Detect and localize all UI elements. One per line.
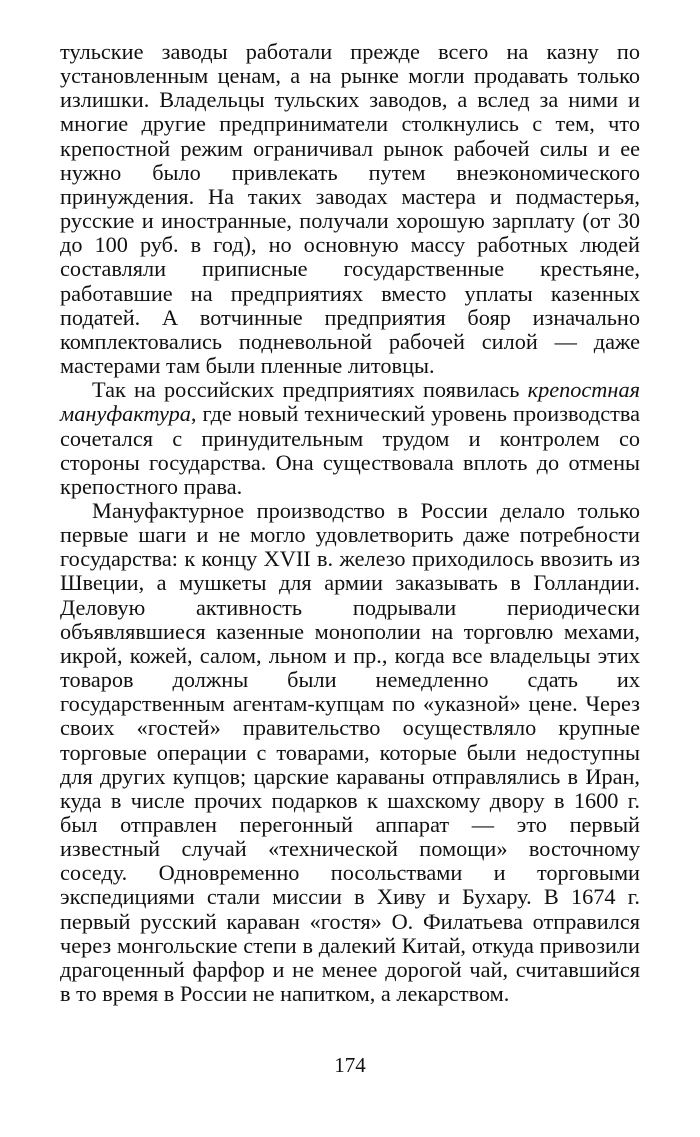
paragraph-2-italic-term: крепостная мануфактура — [60, 377, 640, 427]
paragraph-1 — [60, 40, 640, 378]
page-number: 174 — [334, 1053, 366, 1077]
paragraph-3-text: Мануфактурное производство в России делало только первые шаги и не могло удовлетворить даже потребности государства: к концу XVII в. железо приходилось ввозить из Швеции, а мушкеты для армии заказывать в Голландии. Деловую активность подрывали периодически объявлявшиеся казенные монополии на торговлю мехами, икрой, кожей, салом, льном и пр., когда все владельцы этих товаров должны были немедленно сдать их государственным агентам-купцам по «указной» цене. Через своих «гостей» правительство осуществляло крупные торговые операции с товарами, которые были недоступны для других купцов; царские караваны отправлялись в Иран, куда в числе прочих подарков к шахскому двору в 1600 г. был отправлен перегонный аппарат — это первый известный случай «технической помощи» восточному соседу. Одновременно посольствами и торговыми экспедициями стали миссии в Хиву и Бухару. В 1674 г. первый русский караван «гостя» О. Филатьева отправился через монгольские степи в далекий Китай, откуда привозили драгоценный фарфор и не менее дорогой чай, считавшийся в то время в России не напитком, а лекарством. — [60, 497, 640, 1007]
body-text — [60, 40, 640, 1006]
paragraph-2 — [60, 378, 640, 499]
book-page — [60, 40, 640, 1100]
paragraph-3 — [60, 499, 640, 1006]
paragraph-1-text: тульские заводы работали прежде всего на казну по установленным ценам, а на рынке могли продавать только излишки. Владельцы тульских заводов, а вслед за ними и многие другие предприниматели столкнулись с тем, что крепостной режим ограничивал рынок рабочей силы и ее нужно было привлекать путем внеэкономического принуждения. На таких заводах мастера и подмастерья, русские и иностранные, получали хорошую зарплату (от 30 до 100 руб. в год), но основную массу работных людей составляли приписные государственные крестьяне, работавшие на предприятиях вместо уплаты казенных податей. А вотчинные предприятия бояр изначально комплектовались подневольной рабочей силой — даже мастерами там были пленные литовцы. — [60, 39, 640, 379]
paragraph-2-text-end: , где новый технический уровень производства сочетался с принудительным трудом и контролем со стороны государства. Она существовала вплоть до отмены крепостного права. — [60, 401, 640, 499]
paragraph-2-text-start: Так на российских предприятиях появилась — [92, 377, 528, 403]
